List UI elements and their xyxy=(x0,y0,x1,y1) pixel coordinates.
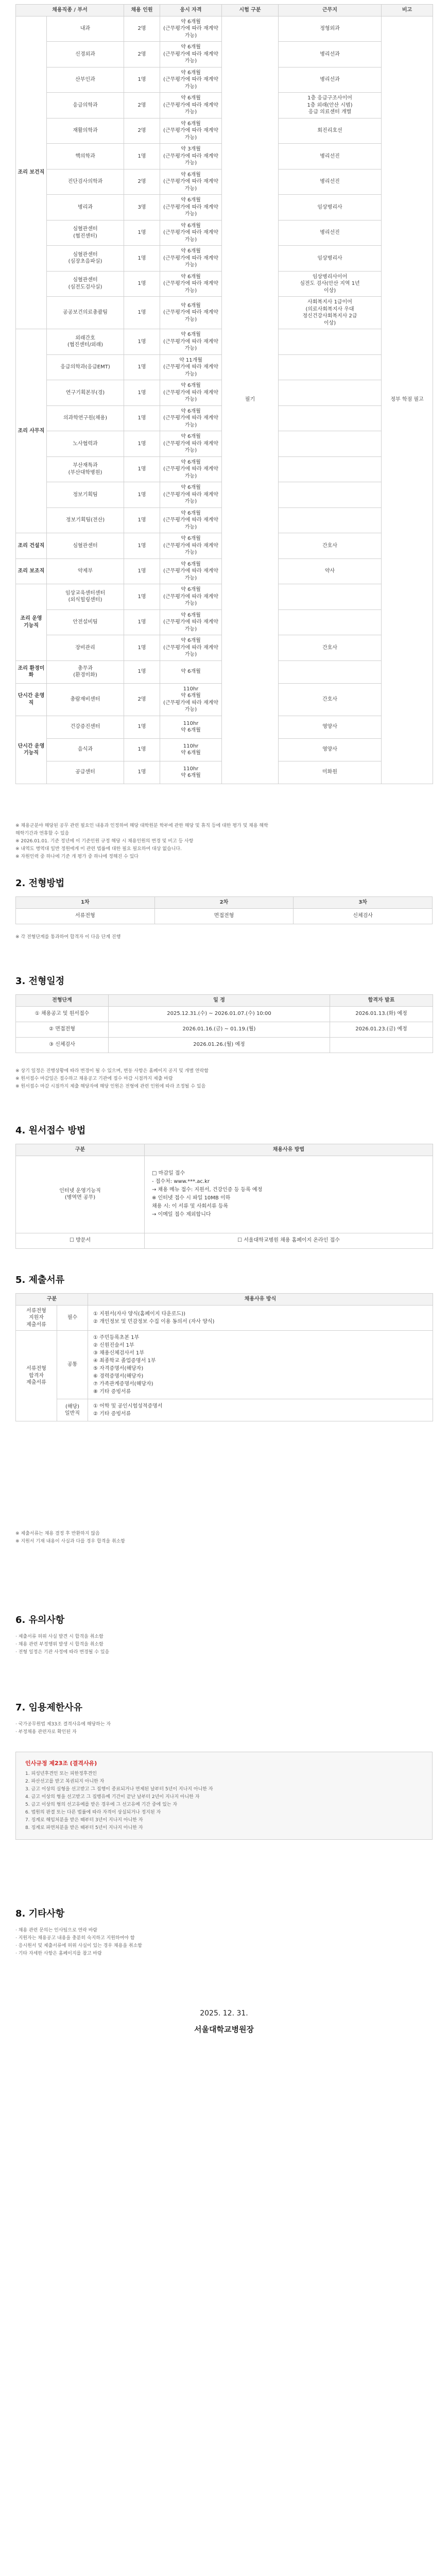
recruit-cond-main: 약 3개월 xyxy=(181,146,201,152)
recruit-count: 1명 xyxy=(124,246,160,272)
docs-notes xyxy=(15,1530,433,1546)
recruit-loc: 영양사 xyxy=(279,738,382,761)
recruit-cond-main: 약 6개월 xyxy=(181,274,201,280)
schedule-header: 일 정 xyxy=(109,995,330,1007)
recruit-cond-main: 약 6개월 xyxy=(181,121,201,127)
recruit-count: 2명 xyxy=(124,93,160,118)
recruit-dept: 산부인과 xyxy=(47,67,124,93)
recruit-count: 1명 xyxy=(124,738,160,761)
recruit-dept: 안전설비팀 xyxy=(47,609,124,635)
recruit-cond-sub: 약 6개월 xyxy=(181,750,201,756)
recruit-cond-sub: (근무평가에 따라 재계약 가능) xyxy=(163,338,218,351)
apply-line: → 채용 메뉴 접수: 지원서, 건강인증 등 등록 예정 xyxy=(152,1187,263,1193)
docs-group: 서류전형 합격자 제출서류 xyxy=(16,1331,57,1421)
docs-row xyxy=(16,1399,433,1421)
docs-table xyxy=(15,1293,433,1421)
recruit-loc xyxy=(279,609,382,635)
recruit-cond xyxy=(160,380,222,406)
recruit-group: 조리 건설직 xyxy=(16,533,47,559)
restriction-item: · 국가공무원법 제33조 결격사유에 해당하는 자 xyxy=(15,1722,111,1727)
recruit-cond-main: 약 6개월 xyxy=(181,561,201,567)
recruit-cond-main: 약 6개월 xyxy=(181,638,201,643)
recruit-dept: 임상교육센터센터 (외식힐링센터) xyxy=(47,584,124,610)
recruit-dept: 공급센터 xyxy=(47,761,124,784)
recruit-cond-main: 약 6개월 xyxy=(181,536,201,541)
recruit-cond-sub: (근무평가에 따라 재계약 가능) xyxy=(163,255,218,268)
recruit-cond-sub: (근무평가에 따라 재계약 가능) xyxy=(163,568,218,581)
note-line: ※ 원서접수 마감일은 접수하고 채용공고 기관에 접수 마감 시점까지 제출 바람 xyxy=(15,1076,173,1081)
recruit-cond-sub: (근무평가에 따라 재계약 가능) xyxy=(163,440,218,453)
recruit-cond xyxy=(160,42,222,67)
recruit-count: 2명 xyxy=(124,683,160,716)
recruit-count: 1명 xyxy=(124,482,160,508)
footer-org: 서울대학교병원장 xyxy=(194,2025,254,2034)
recruit-loc: 임상병리사이어 심전도 검사(안산 지역 1년 이상) xyxy=(279,271,382,297)
schedule-notes xyxy=(15,1067,433,1091)
recruit-loc: 병리선진 xyxy=(279,144,382,170)
method-value: 면접전형 xyxy=(154,908,294,924)
apply-header: 구분 xyxy=(16,1144,145,1156)
recruit-group: 조리 보조직 xyxy=(16,558,47,584)
recruit-loc: 약사 xyxy=(279,558,382,584)
recruit-cond-sub: 약 6개월 xyxy=(181,727,201,733)
header-test: 시험 구분 xyxy=(222,5,279,16)
note-line: ※ 자원인력 중 하나에 기준 개 평가 중 하나에 정해진 수 있다 xyxy=(15,854,139,859)
recruit-cond-sub: (근무평가에 따라 재계약 가능) xyxy=(163,179,218,192)
recruit-cond-sub: (근무평가에 따라 재계약 가능) xyxy=(163,102,218,115)
recruit-count: 1명 xyxy=(124,533,160,559)
recruit-dept: 공공보건의료총괄팀 xyxy=(47,297,124,329)
method-header: 3차 xyxy=(294,897,433,909)
recruit-cond xyxy=(160,118,222,144)
method-header: 1차 xyxy=(16,897,155,909)
recruit-dept: 심혈관센터 (심장초음파실) xyxy=(47,246,124,272)
recruit-cond xyxy=(160,660,222,683)
note-line: ※ 제출서류는 채용 결정 후 반환하지 않음 xyxy=(15,1531,100,1536)
method-value: 서류전형 xyxy=(16,908,155,924)
recruit-cond-main: 약 6개월 xyxy=(181,510,201,516)
recruit-group: 단시간 운영 기능직 xyxy=(16,716,47,784)
recruit-dept: 정보기획팀(전산) xyxy=(47,507,124,533)
schedule-header: 합격자 발표 xyxy=(330,995,433,1007)
recruit-dept: 장비관리 xyxy=(47,635,124,661)
recruit-cond-main: 약 6개월 xyxy=(181,248,201,254)
recruit-cond xyxy=(160,456,222,482)
law-box xyxy=(15,1752,433,1840)
recruit-group: 조리 운영 기능직 xyxy=(16,584,47,661)
recruit-cond-main: 약 6개월 xyxy=(181,172,201,178)
recruit-cond xyxy=(160,354,222,380)
recruit-cond-sub: 약 6개월 (근무평가에 따라 재계약 가능) xyxy=(163,693,218,713)
recruit-loc xyxy=(279,380,382,406)
section-title: 2. 전형방법 xyxy=(15,878,65,889)
caution-item: · 채용 관련 부정행위 발생 시 합격을 취소함 xyxy=(15,1642,104,1647)
recruit-cond-sub: (근무평가에 따라 재계약 가능) xyxy=(163,230,218,243)
recruit-count: 3명 xyxy=(124,195,160,221)
apply-foot-left: ☐ 방문서 xyxy=(16,1233,145,1248)
recruit-cond xyxy=(160,584,222,610)
header-cond: 응시 자격 xyxy=(160,5,222,16)
recruit-dept: 음식과 xyxy=(47,738,124,761)
schedule-result xyxy=(330,1037,433,1053)
recruit-cond-main: 110hr xyxy=(183,720,199,726)
schedule-step: ① 채용공고 및 원서접수 xyxy=(16,1006,109,1022)
recruit-cond-sub: (근무평가에 따라 재계약 가능) xyxy=(163,543,218,555)
schedule-date: 2025.12.31.(수) ~ 2026.01.07.(수) 10:00 xyxy=(109,1006,330,1022)
law-items xyxy=(25,1770,423,1832)
recruit-cond-sub: (근무평가에 따라 재계약 가능) xyxy=(163,466,218,479)
recruit-group: 조리 보건직 xyxy=(16,16,47,329)
law-item: 8. 징계로 파면처분을 받은 때부터 5년이 지나지 아니한 자 xyxy=(25,1825,143,1831)
recruit-cond xyxy=(160,558,222,584)
recruit-dept: 심혈관센터 xyxy=(47,533,124,559)
recruit-cond xyxy=(160,16,222,42)
recruit-cond-main: 약 6개월 xyxy=(181,223,201,229)
recruit-cond xyxy=(160,482,222,508)
recruit-dept: 노사협력과 xyxy=(47,431,124,457)
recruit-cond-main: 약 6개월 xyxy=(181,95,201,101)
recruit-loc: 정형외과 xyxy=(279,16,382,42)
schedule-step: ② 면접전형 xyxy=(16,1022,109,1037)
docs-header: 구분 xyxy=(16,1294,88,1306)
recruit-loc xyxy=(279,354,382,380)
recruit-dept: 신경외과 xyxy=(47,42,124,67)
method-note: ※ 각 전형단계를 통과하여 합격자 이 다음 단계 진행 xyxy=(15,935,121,940)
recruit-count: 1명 xyxy=(124,67,160,93)
recruit-count: 1명 xyxy=(124,329,160,355)
recruit-loc xyxy=(279,405,382,431)
apply-line: → 이메일 접수 제외합니다 xyxy=(152,1212,211,1217)
law-item: 3. 금고 이상의 실형을 선고받고 그 집행이 종료되거나 면제된 날부터 5년이 지나지 아니한 자 xyxy=(25,1787,213,1792)
recruit-count: 1명 xyxy=(124,431,160,457)
note-line: ※ 내역도 병역대 일반 정원에게 미 관련 법률에 대한 필요 필요하여 대상 없습니다. xyxy=(15,846,182,852)
section-title: 5. 제출서류 xyxy=(15,1275,65,1285)
recruit-count: 1명 xyxy=(124,507,160,533)
schedule-header: 전형단계 xyxy=(16,995,109,1007)
recruit-loc: 사회복지사 1급이어 (의료사회복지사 우대 정신건강사회복지사 2급 이상) xyxy=(279,297,382,329)
recruit-group: 조리 환경미화 xyxy=(16,660,47,683)
recruit-count: 1명 xyxy=(124,609,160,635)
recruit-header-row xyxy=(16,5,433,16)
recruit-cond-sub: (근무평가에 따라 재계약 가능) xyxy=(163,281,218,294)
recruit-loc: 병리선과 xyxy=(279,42,382,67)
recruit-dept: 총무과 (환경미화) xyxy=(47,660,124,683)
section-title: 3. 전형일정 xyxy=(15,976,65,987)
recruit-cond xyxy=(160,609,222,635)
recruit-count: 2명 xyxy=(124,118,160,144)
recruit-dept: 연구기획본부(경) xyxy=(47,380,124,406)
recruit-count: 1명 xyxy=(124,456,160,482)
recruit-cond xyxy=(160,329,222,355)
recruit-cond-main: 약 6개월 xyxy=(181,70,201,76)
recruit-count: 1명 xyxy=(124,660,160,683)
recruit-cond-main: 약 6개월 xyxy=(181,197,201,203)
recruit-cond-sub: (근무평가에 따라 재계약 가능) xyxy=(163,415,218,428)
recruit-cond-main: 약 6개월 xyxy=(181,485,201,490)
section-title: 8. 기타사항 xyxy=(15,1908,65,1919)
recruit-cond xyxy=(160,246,222,272)
recruit-cond-sub: (근무평가에 따라 재계약 가능) xyxy=(163,153,218,166)
recruit-cond-main: 약 6개월 xyxy=(181,459,201,465)
recruit-cond-main: 약 6개월 xyxy=(181,19,201,25)
apply-table xyxy=(15,1144,433,1249)
docs-group: 서류전형 지원자 제출서류 xyxy=(16,1305,57,1331)
recruit-notes xyxy=(15,822,433,861)
apply-line: - 접수처: www.***.ac.kr xyxy=(152,1179,210,1184)
law-item: 1. 피성년후견인 또는 피한정후견인 xyxy=(25,1771,97,1776)
schedule-date: 2026.01.16.(금) ~ 01.19.(월) xyxy=(109,1022,330,1037)
recruit-cond-sub: (근무평가에 따라 재계약 가능) xyxy=(163,517,218,530)
recruit-loc: 간호사 xyxy=(279,635,382,661)
etc-item: · 채용 관련 문의는 인사팀으로 연락 바람 xyxy=(15,1928,98,1933)
recruit-dept: 내과 xyxy=(47,16,124,42)
schedule-row xyxy=(16,1022,433,1037)
recruit-loc: 간호사 xyxy=(279,533,382,559)
recruit-cond-main: 약 6개월 xyxy=(181,44,201,50)
recruit-count: 1명 xyxy=(124,584,160,610)
recruit-cond-sub: (근무평가에 따라 재계약 가능) xyxy=(163,310,218,323)
recruit-loc: 병리선과 xyxy=(279,67,382,93)
recruit-loc: 병리선진 xyxy=(279,169,382,195)
docs-list: ① 지원서(자사 양식(홈페이지 다운로드)) ② 개인정보 및 민감정보 수집 이용 동의서 (자사 양식) xyxy=(88,1305,433,1331)
recruit-cond-sub: (근무평가에 따라 재계약 가능) xyxy=(163,492,218,504)
recruit-dept: 응급의학과(응급EMT) xyxy=(47,354,124,380)
recruit-count: 1명 xyxy=(124,635,160,661)
recruit-loc: 영양사 xyxy=(279,716,382,738)
method-value: 신체검사 xyxy=(294,908,433,924)
docs-sub: (해당) 일반직 xyxy=(57,1399,88,1421)
recruit-cond-sub: (근무평가에 따라 재계약 가능) xyxy=(163,51,218,64)
recruit-loc: 임상병리사 xyxy=(279,195,382,221)
schedule-step: ③ 신체검사 xyxy=(16,1037,109,1053)
method-header: 2차 xyxy=(154,897,294,909)
recruit-dept: 재활의학과 xyxy=(47,118,124,144)
recruit-count: 1명 xyxy=(124,405,160,431)
schedule-date: 2026.01.26.(월) 예정 xyxy=(109,1037,330,1053)
recruit-cond xyxy=(160,716,222,738)
recruit-count: 1명 xyxy=(124,761,160,784)
recruit-dept: 정보기획팀 xyxy=(47,482,124,508)
recruit-row xyxy=(16,16,433,42)
section-title: 6. 유의사항 xyxy=(15,1615,65,1625)
recruit-cond xyxy=(160,220,222,246)
recruit-cond xyxy=(160,93,222,118)
law-item: 5. 금고 이상의 형의 선고유예를 받은 경우에 그 선고유예 기간 중에 있는 자 xyxy=(25,1802,178,1807)
recruit-loc xyxy=(279,431,382,457)
caution-item: · 전형 일정은 기관 사정에 따라 변경될 수 있음 xyxy=(15,1650,110,1655)
recruit-loc: 병리선진 xyxy=(279,220,382,246)
recruit-cond-sub: (근무평가에 따라 재계약 가능) xyxy=(163,77,218,90)
recruit-dept: 약제부 xyxy=(47,558,124,584)
section-title: 4. 원서접수 방법 xyxy=(15,1125,86,1136)
recruit-cond xyxy=(160,67,222,93)
docs-sub: 필수 xyxy=(57,1305,88,1331)
docs-list: ① 어학 및 공인시험성적증명서 ② 기타 증빙서류 xyxy=(88,1399,433,1421)
recruit-cond xyxy=(160,271,222,297)
schedule-result: 2026.01.13.(화) 예정 xyxy=(330,1006,433,1022)
recruit-cond xyxy=(160,431,222,457)
apply-line: □ 마감일 접수 xyxy=(152,1171,185,1176)
recruit-loc: 회진리호선 xyxy=(279,118,382,144)
recruit-dept: 의과학연구원(채용) xyxy=(47,405,124,431)
recruit-cond-sub: (근무평가에 따라 재계약 가능) xyxy=(163,204,218,217)
schedule-result: 2026.01.23.(금) 예정 xyxy=(330,1022,433,1037)
recruit-dept: 부산재특과 (부산대학병원) xyxy=(47,456,124,482)
recruit-loc xyxy=(279,456,382,482)
recruit-cond-main: 약 6개월 xyxy=(181,612,201,618)
recruit-cond-sub: 약 6개월 xyxy=(181,773,201,778)
apply-right xyxy=(145,1156,433,1233)
recruit-cond-main: 약 6개월 xyxy=(181,408,201,414)
recruit-cond xyxy=(160,507,222,533)
recruit-dept: 외래간호 (협진센터/외래) xyxy=(47,329,124,355)
caution-list xyxy=(15,1633,433,1656)
apply-foot-right: ☐ 서울대학교병원 채용 홈페이지 온라인 접수 xyxy=(145,1233,433,1248)
recruit-cond-sub: (근무평가에 따라 재계약 가능) xyxy=(163,389,218,402)
header-count: 채용 인원 xyxy=(124,5,160,16)
recruit-cond xyxy=(160,683,222,716)
section-title: 7. 임용제한사유 xyxy=(15,1702,82,1713)
recruit-dept: 심혈관센터 (협진센터) xyxy=(47,220,124,246)
apply-header: 채용사유 방법 xyxy=(145,1144,433,1156)
etc-list xyxy=(15,1927,433,1958)
etc-item: · 기타 자세한 사항은 홈페이지를 참고 바람 xyxy=(15,1951,102,1956)
recruit-count: 1명 xyxy=(124,716,160,738)
docs-list: ① 주민등록초본 1부 ② 신원진술서 1부 ③ 채용신체검사서 1부 ④ 최종학교 졸업증명서 1부 ⑤ 자격증명서(해당자) ⑥ 경력증명서(해당자) ⑦ 가족관계증명서(해당자) ⑧ 기타 증빙서류 xyxy=(88,1331,433,1399)
docs-header: 채용사유 방식 xyxy=(88,1294,433,1306)
recruit-dept: 응급의학과 xyxy=(47,93,124,118)
docs-row xyxy=(16,1305,433,1331)
recruit-cond-sub: (근무평가에 따라 재계약 가능) xyxy=(163,128,218,141)
schedule-table xyxy=(15,994,433,1053)
apply-line: ※ 인터넷 접수 시 파일 10MB 이하 xyxy=(152,1195,231,1201)
recruit-dept: 병리과 xyxy=(47,195,124,221)
recruit-cond-sub: (근무평가에 따라 재계약 가능) xyxy=(163,645,218,657)
recruit-cond-main: 110hr xyxy=(183,686,199,692)
recruit-cond xyxy=(160,533,222,559)
recruit-count: 1명 xyxy=(124,220,160,246)
apply-line: 채용 시: 이 서류 및 사회서류 등록 xyxy=(152,1204,229,1209)
recruit-table xyxy=(15,4,433,784)
footer-date: 2025. 12. 31. xyxy=(200,2009,248,2018)
docs-row xyxy=(16,1331,433,1399)
recruit-cond-sub: (근무평가에 따라 재계약 가능) xyxy=(163,364,218,377)
law-title: 인사규정 제23조 (결격사유) xyxy=(25,1760,97,1767)
recruit-count: 1명 xyxy=(124,380,160,406)
recruit-note: 정부 학점 필고 xyxy=(382,16,433,784)
apply-left: 인터넷 운영기능직 (병역면 공무) xyxy=(16,1156,145,1233)
recruit-count: 1명 xyxy=(124,354,160,380)
caution-item: · 제출서류 허위 사실 발견 시 합격을 취소함 xyxy=(15,1634,104,1639)
recruit-cond-sub: (근무평가에 따라 재계약 가능) xyxy=(163,594,218,606)
restriction-list xyxy=(15,1721,433,1736)
recruit-cond-sub: (근무평가에 따라 재계약 가능) xyxy=(163,619,218,632)
recruit-dept: 핵의학과 xyxy=(47,144,124,170)
recruit-cond-main: 약 6개월 xyxy=(181,587,201,592)
recruit-cond xyxy=(160,761,222,784)
law-item: 4. 금고 이상의 형을 선고받고 그 집행유예 기간이 끝난 날부터 2년이 지나지 아니한 자 xyxy=(25,1794,200,1800)
note-line: ※ 상기 일정은 진행상황에 따라 변경이 될 수 있으며, 변동 사항은 홈페이지 공지 및 개별 연락함 xyxy=(15,1069,209,1074)
law-item: 2. 파산선고를 받고 복권되지 아니한 자 xyxy=(25,1779,105,1784)
recruit-cond xyxy=(160,195,222,221)
schedule-row xyxy=(16,1037,433,1053)
header-loc: 근무지 xyxy=(279,5,382,16)
recruit-count: 1명 xyxy=(124,558,160,584)
recruit-cond-main: 약 6개월 xyxy=(181,434,201,439)
note-line: ※ 원서접수 마감 시점까지 제출 해당자에 해당 인원은 전형에 관련 인원에 따라 조정될 수 있음 xyxy=(15,1084,206,1089)
recruit-cond xyxy=(160,635,222,661)
recruit-dept: 총람재비센터 xyxy=(47,683,124,716)
law-item: 6. 법원의 판결 또는 다른 법률에 따라 자격이 상실되거나 정지된 자 xyxy=(25,1810,161,1815)
recruit-cond-main: 약 6개월 xyxy=(181,669,201,675)
recruit-loc xyxy=(279,584,382,610)
recruit-cond xyxy=(160,169,222,195)
etc-item: · 응시원서 및 제출서류에 허위 사실이 있는 경우 채용을 취소함 xyxy=(15,1943,142,1948)
recruit-cond-main: 110hr xyxy=(183,743,199,749)
recruit-cond-main: 110hr xyxy=(183,766,199,772)
recruit-count: 1명 xyxy=(124,271,160,297)
note-line: ※ 채용군분야 해당된 공무 관련 필요인 내용과 인정하여 해당 대학원분 학부에 관한 해당 및 휴직 등에 대한 평가 및 채용 해학 xyxy=(15,823,268,828)
recruit-count: 2명 xyxy=(124,16,160,42)
restriction-item: · 부정채용 관련자로 확인된 자 xyxy=(15,1730,77,1735)
etc-item: · 지원자는 채용공고 내용을 충분히 숙지하고 지원하여야 함 xyxy=(15,1936,135,1941)
header-note: 비고 xyxy=(382,5,433,16)
note-line: ※ 지원서 기재 내용이 사실과 다를 경우 합격을 취소함 xyxy=(15,1539,126,1544)
note-line: 해학기간과 연휴할 수 있음 xyxy=(15,831,70,836)
method-table xyxy=(15,896,433,924)
recruit-cond-main: 약 6개월 xyxy=(181,383,201,388)
recruit-dept: 심혈관센터 (심전도검사실) xyxy=(47,271,124,297)
recruit-loc: 미화원 xyxy=(279,761,382,784)
recruit-test: 필기 xyxy=(222,16,279,784)
recruit-group: 단시간 운영직 xyxy=(16,683,47,716)
law-item: 7. 징계로 해임처분을 받은 때부터 3년이 지나지 아니한 자 xyxy=(25,1818,143,1823)
recruit-cond-main: 약 11개월 xyxy=(179,357,202,363)
recruit-group: 조리 사무직 xyxy=(16,329,47,533)
schedule-row xyxy=(16,1006,433,1022)
recruit-count: 2명 xyxy=(124,42,160,67)
recruit-loc: 간호사 xyxy=(279,683,382,716)
recruit-count: 1명 xyxy=(124,144,160,170)
recruit-cond xyxy=(160,405,222,431)
recruit-loc xyxy=(279,660,382,683)
recruit-dept: 건강증진센터 xyxy=(47,716,124,738)
recruit-cond-main: 약 6개월 xyxy=(181,302,201,309)
recruit-count: 2명 xyxy=(124,169,160,195)
recruit-dept: 진단검사의학과 xyxy=(47,169,124,195)
recruit-cond-sub: (근무평가에 따라 재계약 가능) xyxy=(163,26,218,39)
recruit-loc xyxy=(279,507,382,533)
recruit-count: 1명 xyxy=(124,297,160,329)
recruit-cond-main: 약 6개월 xyxy=(181,332,201,337)
note-line: ※ 2026.01.01. 기준 정년에 이 기준인원 규정 해당 시 채용인원의 변경 및 비고 등 사항 xyxy=(15,839,194,844)
recruit-cond xyxy=(160,297,222,329)
recruit-cond xyxy=(160,738,222,761)
recruit-cond xyxy=(160,144,222,170)
recruit-loc xyxy=(279,482,382,508)
recruit-loc xyxy=(279,329,382,355)
docs-sub: 공통 xyxy=(57,1331,88,1399)
recruit-loc: 임상병리사 xyxy=(279,246,382,272)
header-dept: 채용직종 / 부서 xyxy=(16,5,124,16)
recruit-loc: 1층 응급구조사이어 1층 외래(안산 시범) 응급 의료센터 개별 xyxy=(279,93,382,118)
